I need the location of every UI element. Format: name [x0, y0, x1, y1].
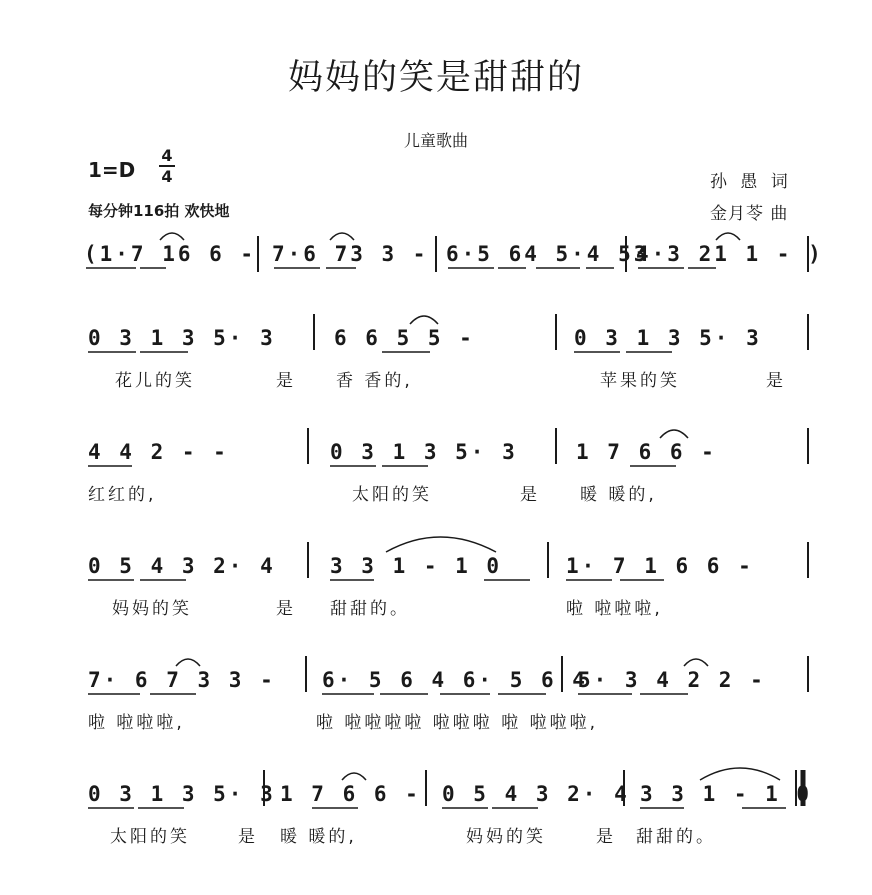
lyric-text: 太阳的笑	[110, 827, 190, 847]
lyric-text: 甜甜的。	[330, 599, 410, 619]
measure-notes: 0 3 1 3 5· 3	[88, 782, 276, 806]
measure-notes: 0 3 1 3 5· 3	[88, 326, 276, 350]
lyricist-credit: 孙 愚 词	[710, 172, 792, 192]
measure-notes: 0 5 4 3 2· 4	[442, 782, 630, 806]
lyric-text: 是	[276, 599, 296, 619]
slur	[342, 773, 366, 780]
lyric-text: 是	[520, 485, 540, 505]
slur	[410, 316, 438, 324]
measure-notes: 7· 6 7 3 3 -	[88, 668, 276, 692]
composer-credit: 金月苓 曲	[710, 204, 789, 224]
time-signature-top: 4	[161, 146, 173, 165]
measure-notes: 0 3 1 3 5· 3	[574, 326, 762, 350]
lyric-text: 是	[238, 827, 258, 847]
measure-notes: 4 4 2 - -	[88, 440, 229, 464]
measure-notes: 1· 7 1 6 6 -	[566, 554, 754, 578]
measure-notes: 1 7 6 6 -	[576, 440, 717, 464]
slur	[716, 233, 740, 240]
slur	[700, 768, 780, 780]
lyric-text: 啦 啦啦啦,	[88, 713, 185, 733]
measure-notes: 6·5 64 5·4 53	[446, 242, 650, 266]
lyric-text: 妈妈的笑	[466, 827, 546, 847]
lyric-text: 暖 暖的,	[580, 485, 657, 505]
song-subtitle: 儿童歌曲	[403, 131, 468, 150]
lyric-text: 暖 暖的,	[280, 827, 357, 847]
key-signature: 1=D	[88, 158, 136, 182]
slur	[386, 537, 496, 552]
slur	[176, 659, 200, 666]
song-title: 妈妈的笑是甜甜的	[287, 58, 584, 98]
lyric-text: 啦 啦啦啦,	[566, 599, 663, 619]
lyric-text: 红红的,	[88, 485, 157, 505]
measure-notes: 6 6 5 5 -	[334, 326, 475, 350]
measure-notes: 0 5 4 3 2· 4	[88, 554, 276, 578]
measure-notes: 4·3 21 1 - )	[636, 242, 824, 266]
measure-notes: 6· 5 6 4 6· 5 6 4	[322, 668, 588, 692]
measure-notes: 0 3 1 3 5· 3	[330, 440, 518, 464]
lyric-text: 香 香的,	[336, 371, 413, 391]
lyric-text: 是	[766, 371, 786, 391]
lyric-text: 是	[596, 827, 616, 847]
lyric-text: 苹果的笑	[600, 371, 680, 391]
slur	[330, 233, 354, 240]
lyric-text: 是	[276, 371, 296, 391]
time-signature-bottom: 4	[161, 167, 173, 186]
lyric-text: 花儿的笑	[115, 371, 195, 391]
tempo-marking: 每分钟116拍 欢快地	[88, 202, 230, 220]
lyric-text: 啦 啦啦啦啦 啦啦啦 啦 啦啦啦,	[316, 713, 599, 733]
measure-notes: 3 3 1 - 1 0	[640, 782, 813, 806]
measure-notes: 3 3 1 - 1 0	[330, 554, 503, 578]
slur	[684, 659, 708, 666]
measure-notes: 1 7 6 6 -	[280, 782, 421, 806]
lyric-text: 太阳的笑	[352, 485, 432, 505]
slur	[160, 233, 184, 240]
slur	[660, 430, 688, 438]
measure-notes: (1·7 16 6 -	[84, 242, 257, 266]
measure-notes: 7·6 73 3 -	[272, 242, 429, 266]
lyric-text: 甜甜的。	[636, 827, 716, 847]
lyric-text: 妈妈的笑	[112, 599, 192, 619]
measure-notes: 5· 3 4 2 2 -	[578, 668, 766, 692]
